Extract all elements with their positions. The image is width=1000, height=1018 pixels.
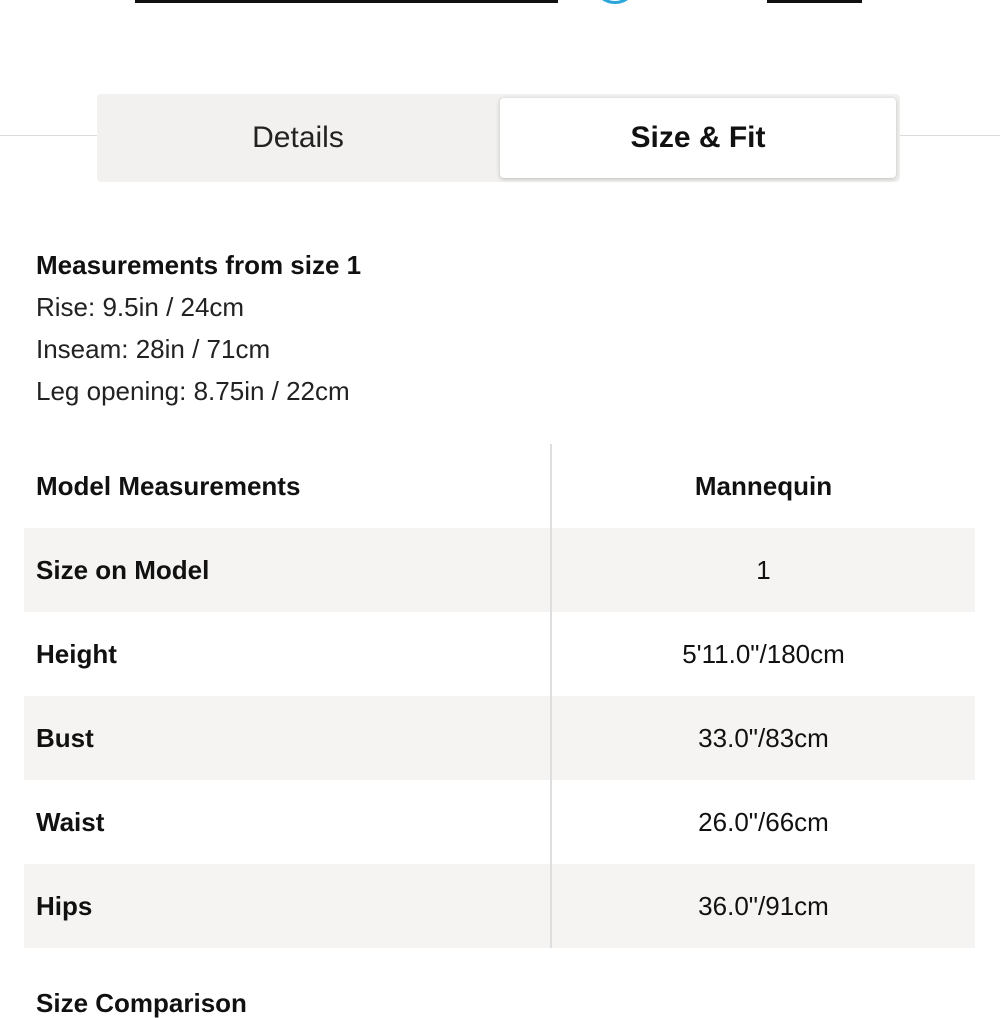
row-value-waist: 26.0"/66cm xyxy=(698,806,829,837)
row-label-bust: Bust xyxy=(36,722,94,753)
tab-details[interactable]: Details xyxy=(252,121,344,154)
table-header-row xyxy=(24,444,975,528)
top-partial-logo-icon xyxy=(592,0,638,4)
row-value-size-on-model: 1 xyxy=(756,554,771,585)
table-row xyxy=(24,864,975,948)
row-label-hips: Hips xyxy=(36,890,93,921)
table-row xyxy=(24,612,975,696)
measurements-title: Measurements from size 1 xyxy=(36,250,362,280)
table-header-value: Mannequin xyxy=(694,470,833,501)
row-value-bust: 33.0"/83cm xyxy=(698,722,829,753)
tab-size-and-fit[interactable]: Size & Fit xyxy=(500,98,896,178)
measurement-leg-opening: Leg opening: 8.75in / 22cm xyxy=(36,376,350,406)
table-row xyxy=(24,780,975,864)
table-header-label: Model Measurements xyxy=(36,470,301,501)
row-label-size-on-model: Size on Model xyxy=(36,554,210,585)
table-row xyxy=(24,528,975,612)
model-measurements-table xyxy=(24,444,975,948)
top-partial-bar-left xyxy=(135,0,558,3)
measurement-rise: Rise: 9.5in / 24cm xyxy=(36,292,245,322)
table-row xyxy=(24,696,975,780)
row-value-height: 5'11.0"/180cm xyxy=(682,638,845,669)
tab-bar xyxy=(97,94,900,182)
top-partial-bar-right xyxy=(767,0,862,3)
table-column-divider xyxy=(550,444,552,948)
measurements-section xyxy=(36,244,361,412)
size-comparison-title: Size Comparison xyxy=(36,988,247,1018)
row-label-waist: Waist xyxy=(36,806,105,837)
measurement-inseam: Inseam: 28in / 71cm xyxy=(36,334,271,364)
row-label-height: Height xyxy=(36,638,117,669)
row-value-hips: 36.0"/91cm xyxy=(698,890,829,921)
